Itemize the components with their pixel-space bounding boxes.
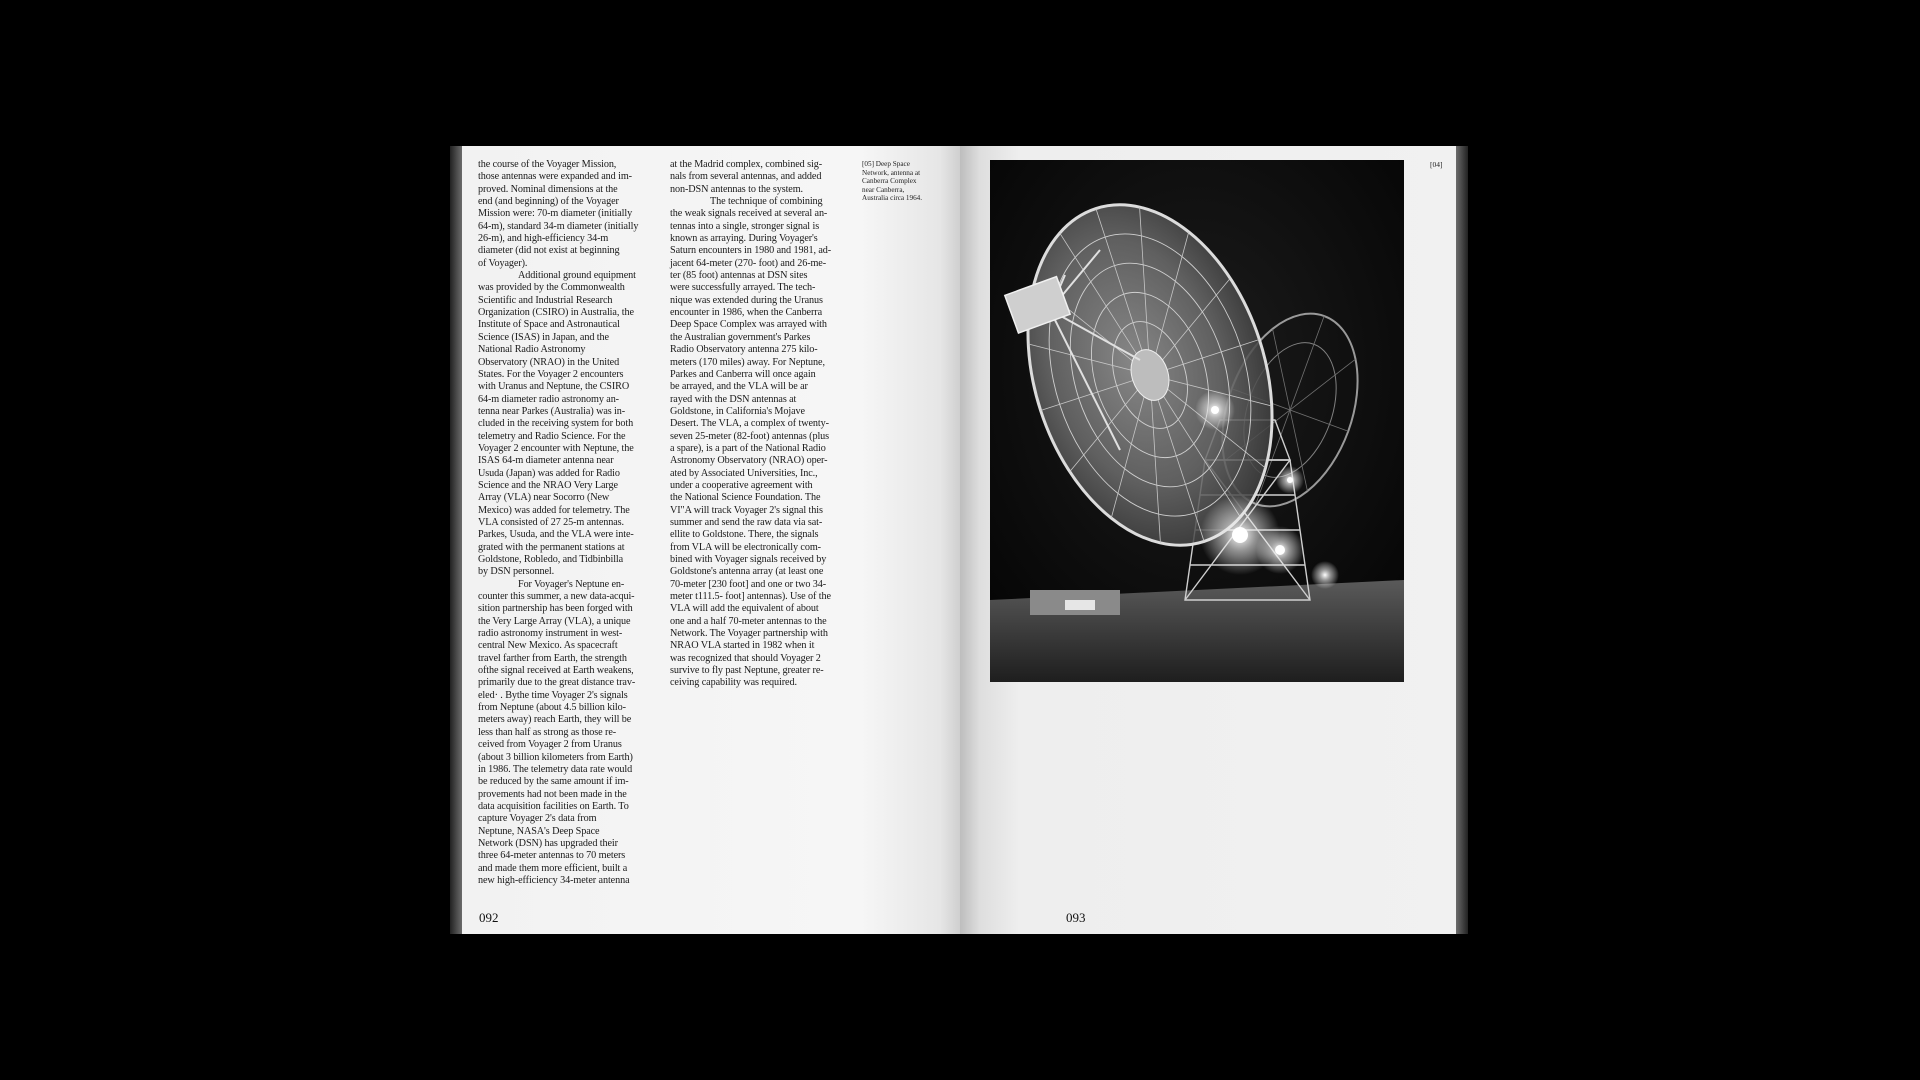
text-line: known as arraying. During Voyager's: [670, 233, 818, 245]
antenna-photograph: [990, 160, 1404, 682]
text-line: jacent 64-meter (270- foot) and 26-me-: [670, 257, 827, 269]
text-line: ISAS 64-m diameter antenna near: [478, 455, 614, 467]
text-line: those antennas were expanded and im-: [478, 171, 632, 183]
text-line: by DSN personnel.: [478, 566, 555, 578]
text-line: Mission were: 70-m diameter (initially: [478, 208, 633, 220]
text-line: bined with Voyager signals received by: [670, 554, 827, 565]
figure-caption: [862, 160, 942, 203]
text-line: from Neptune (about 4.5 billion kilo-: [478, 702, 626, 714]
page-number-left: 092: [479, 910, 499, 925]
text-line: Network (DSN) has upgraded their: [478, 837, 618, 849]
text-line: Network. The Voyager partnership with: [670, 628, 828, 640]
text-line: Science (ISAS) in Japan, and the: [478, 331, 609, 343]
text-line: Voyager 2 encounter with Neptune, the: [478, 442, 634, 454]
text-column-1: [478, 159, 664, 887]
text-line: under a cooperative agreement with: [670, 479, 813, 491]
text-line: meters (170 miles) away. For Neptune,: [670, 356, 825, 368]
text-line: For Voyager's Neptune en-: [518, 578, 625, 590]
caption-line: Canberra Complex: [862, 177, 917, 186]
text-line: Organization (CSIRO) in Australia, the: [478, 307, 634, 319]
text-line: Astronomy Observatory (NRAO) oper-: [670, 455, 828, 467]
page-number-right: 093: [1066, 910, 1086, 925]
text-line: The technique of combining: [710, 196, 823, 208]
text-line: and made them more efficient, built a: [478, 862, 628, 874]
text-line: proved. Nominal dimensions at the: [478, 183, 618, 195]
text-line: Additional ground equipment: [518, 270, 636, 282]
text-line: Goldstone's antenna array (at least one: [670, 566, 824, 578]
caption-line: Network, antenna at: [862, 168, 921, 177]
text-line: was recognized that should Voyager 2: [670, 652, 821, 664]
text-line: National Radio Astronomy: [478, 344, 586, 356]
text-line: Saturn encounters in 1980 and 1981, ad-: [670, 245, 832, 257]
text-line: the weak signals received at several an-: [670, 208, 828, 220]
text-line: Array (VLA) near Socorro (New: [478, 492, 610, 504]
text-line: non-DSN antennas to the system.: [670, 183, 803, 195]
caption-line: Australia circa 1964.: [862, 194, 923, 203]
text-line: capture Voyager 2's data from: [478, 813, 597, 825]
text-line: in 1986. The telemetry data rate would: [478, 763, 633, 775]
text-line: Observatory (NRAO) in the United: [478, 356, 620, 368]
text-line: meter t111.5- foot] antennas). Use of the: [670, 591, 831, 603]
text-line: ceived from Voyager 2 from Uranus: [478, 739, 622, 751]
text-line: seven 25-meter (82-foot) antennas (plus: [670, 430, 830, 442]
text-line: Scientific and Industrial Research: [478, 294, 613, 306]
right-page-edge: [1454, 146, 1468, 934]
figure-number: [04]: [1430, 160, 1443, 169]
text-line: provements had not been made in the: [478, 788, 627, 800]
text-line: the course of the Voyager Mission,: [478, 159, 617, 170]
caption-line: near Canberra,: [862, 185, 905, 194]
text-line: Radio Observatory antenna 275 kilo-: [670, 344, 818, 356]
text-line: from VLA will be electronically com-: [670, 541, 821, 553]
text-line: 64-m diameter radio astronomy an-: [478, 393, 619, 405]
text-line: the Very Large Array (VLA), a unique: [478, 615, 631, 627]
text-line: new high-efficiency 34-meter antenna: [478, 874, 630, 886]
text-line: meters away) reach Earth, they will be: [478, 714, 632, 726]
text-line: travel farther from Earth, the strength: [478, 652, 627, 664]
text-line: central New Mexico. As spacecraft: [478, 640, 618, 652]
text-line: rayed with the DSN antennas at: [670, 393, 797, 405]
text-line: Parkes and Canberra will once again: [670, 368, 816, 380]
text-line: one and a half 70-meter antennas to the: [670, 615, 827, 627]
text-line: less than half as strong as those re-: [478, 726, 617, 738]
text-line: ofthe signal received at Earth weakens,: [478, 665, 634, 677]
right-page: [960, 146, 1456, 934]
text-line: NRAO VLA started in 1982 when it: [670, 640, 815, 652]
text-line: survive to fly past Neptune, greater re-: [670, 665, 824, 677]
text-line: 70-meter [230 foot] and one or two 34-: [670, 578, 827, 590]
text-line: Desert. The VLA, a complex of twenty-: [670, 418, 829, 430]
text-line: encounter in 1986, when the Canberra: [670, 307, 822, 319]
text-line: 64-m), standard 34-m diameter (initially: [478, 220, 639, 232]
text-line: diameter (did not exist at beginning: [478, 245, 620, 257]
text-line: Deep Space Complex was arrayed with: [670, 319, 827, 331]
text-line: the Australian government's Parkes: [670, 331, 811, 343]
text-line: at the Madrid complex, combined sig-: [670, 159, 823, 170]
left-page: [462, 146, 960, 934]
text-line: data acquisition facilities on Earth. To: [478, 800, 629, 812]
caption-line: [05] Deep Space: [862, 160, 910, 168]
text-line: grated with the permanent stations at: [478, 541, 625, 553]
text-line: counter this summer, a new data-acqui-: [478, 591, 635, 603]
text-line: was provided by the Commonwealth: [478, 282, 625, 294]
text-line: States. For the Voyager 2 encounters: [478, 368, 624, 380]
text-line: telemetry and Radio Science. For the: [478, 430, 626, 442]
text-line: sition partnership has been forged with: [478, 603, 633, 615]
text-line: nique was extended during the Uranus: [670, 294, 823, 306]
text-line: radio astronomy instrument in west-: [478, 628, 623, 640]
text-line: be arrayed, and the VLA will be ar: [670, 381, 808, 393]
text-line: Goldstone, in California's Mojave: [670, 405, 805, 417]
text-line: summer and send the raw data via sat-: [670, 516, 823, 528]
text-line: VLA will add the equivalent of about: [670, 603, 819, 615]
text-line: end (and beginning) of the Voyager: [478, 196, 619, 208]
text-line: three 64-meter antennas to 70 meters: [478, 850, 626, 862]
text-line: tenna near Parkes (Australia) was in-: [478, 405, 626, 417]
text-line: tennas into a single, stronger signal is: [670, 220, 820, 232]
text-column-2: [670, 159, 858, 690]
text-line: ellite to Goldstone. There, the signals: [670, 529, 819, 541]
text-line: cluded in the receiving system for both: [478, 418, 634, 430]
text-line: be reduced by the same amount if im-: [478, 776, 629, 788]
text-line: of Voyager).: [478, 257, 528, 269]
text-line: ter (85 foot) antennas at DSN sites: [670, 270, 808, 282]
text-line: (about 3 billion kilometers from Earth): [478, 751, 633, 763]
text-line: the National Science Foundation. The: [670, 492, 821, 504]
text-line: nals from several antennas, and added: [670, 171, 822, 183]
text-line: Neptune, NASA's Deep Space: [478, 825, 600, 837]
text-line: ated by Associated Universities, Inc.,: [670, 467, 818, 479]
text-line: Usuda (Japan) was added for Radio: [478, 467, 620, 479]
radio-telescope-illustration: [990, 160, 1404, 682]
text-line: with Uranus and Neptune, the CSIRO: [478, 381, 630, 393]
text-line: Goldstone, Robledo, and Tidbinbilla: [478, 554, 624, 565]
text-line: eled· . Bythe time Voyager 2's signals: [478, 689, 628, 701]
text-line: 26-m), and high-efficiency 34-m: [478, 233, 609, 245]
text-line: Mexico) was added for telemetry. The: [478, 504, 630, 516]
text-line: Science and the NRAO Very Large: [478, 479, 618, 491]
text-line: a spare), is a part of the National Radio: [670, 442, 826, 454]
text-line: VLA consisted of 27 25-m antennas.: [478, 516, 624, 528]
text-line: Institute of Space and Astronautical: [478, 319, 620, 331]
text-line: primarily due to the great distance trav-: [478, 677, 636, 689]
text-line: were successfully arrayed. The tech-: [670, 282, 816, 294]
text-line: VI"A will track Voyager 2's signal this: [670, 504, 823, 516]
text-line: Parkes, Usuda, and the VLA were inte-: [478, 529, 634, 541]
text-line: ceiving capability was required.: [670, 677, 797, 689]
